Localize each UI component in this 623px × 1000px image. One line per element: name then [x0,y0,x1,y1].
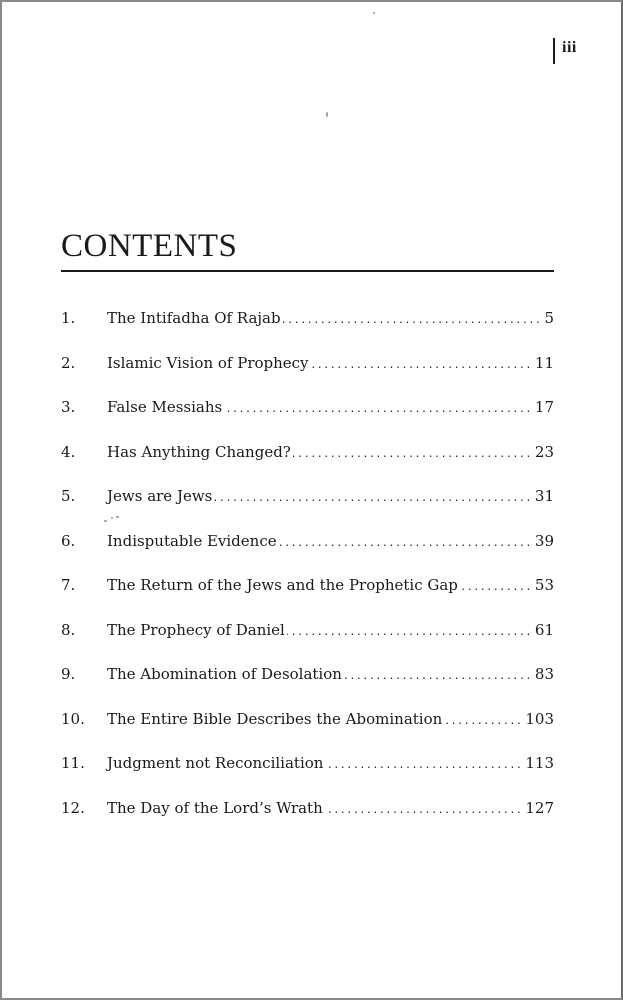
toc-entry[interactable] [61,308,554,353]
scan-speck [326,112,328,117]
dot-leader [460,578,532,598]
dot-leader [325,801,523,821]
toc-entry-page: 61 [534,620,554,639]
toc-entry-page: 127 [525,798,554,817]
toc-entry-number: 10. [61,709,85,728]
toc-entry-title: The Prophecy of Daniel [107,620,285,639]
toc-entry[interactable] [61,709,554,754]
toc-entry-body [107,798,554,821]
dot-leader [293,445,532,465]
page-title: CONTENTS [61,228,238,264]
dot-leader [444,712,522,732]
toc-entry-body [107,575,554,598]
toc-entry-title: Jews are Jews [107,487,213,505]
toc-entry-title: The Day of the Lord’s Wrath [107,798,323,817]
toc-entry-page: 11 [534,353,554,372]
toc-entry[interactable] [61,353,554,398]
toc-entry-body [107,709,554,732]
toc-entry-page: 31 [534,487,554,505]
toc-entry-page: 113 [525,754,554,772]
toc-entry-title: Judgment not Reconciliation [107,754,324,772]
toc-entry-title: The Intifadha Of Rajab [107,309,281,327]
toc-entry-number: 8. [61,620,76,639]
toc-entry-title: The Abomination of Desolation [107,665,342,683]
toc-entry-body [107,353,554,376]
toc-entry[interactable] [61,798,554,843]
dot-leader [344,667,532,687]
toc-entry[interactable] [61,486,554,531]
dot-leader [325,756,522,776]
toc-entry-number: 1. [61,309,76,327]
toc-entry-number: 6. [61,531,76,550]
scan-speck [111,517,113,519]
toc-entry-title: False Messiahs [107,398,223,416]
toc-entry-page: 17 [534,398,554,416]
dot-leader [287,623,532,643]
dot-leader [279,534,532,554]
toc-entry-title: Islamic Vision of Prophecy [107,353,309,372]
toc-entry-body [107,308,554,331]
scan-speck [373,12,375,14]
toc-entry-page: 83 [534,665,554,683]
toc-entry[interactable] [61,442,554,487]
page-number: iii [562,39,577,56]
toc-entry-number: 3. [61,398,76,416]
toc-entry[interactable] [61,620,554,665]
toc-entry-number: 11. [61,754,85,772]
toc-entry[interactable] [61,397,554,442]
toc-entry-number: 12. [61,798,85,817]
toc-entry-page: 39 [534,531,554,550]
toc-entry[interactable] [61,531,554,576]
toc-entry[interactable] [61,753,554,798]
toc-entry-title: The Entire Bible Describes the Abomination [107,709,443,728]
toc-entry[interactable] [61,664,554,709]
toc-entry-number: 2. [61,353,76,372]
toc-entry[interactable] [61,575,554,620]
toc-entry-body [107,664,554,687]
dot-leader [224,400,532,420]
toc-entry-page: 5 [544,309,554,327]
dot-leader [283,311,542,331]
toc-entry-title: Indisputable Evidence [107,531,277,550]
toc-entry-body [107,620,554,643]
toc-entry-body [107,486,554,509]
toc-entry-number: 5. [61,487,76,505]
header-rule [553,38,555,64]
toc-entry-body [107,753,554,776]
toc-entry-page: 53 [534,576,554,594]
toc-entry-page: 23 [534,442,554,461]
toc-entry-body [107,531,554,554]
toc-entry-body [107,397,554,420]
table-of-contents [61,308,554,842]
scan-speck [116,516,119,518]
toc-entry-number: 4. [61,442,76,461]
toc-entry-number: 9. [61,665,76,683]
toc-entry-title: Has Anything Changed? [107,442,291,461]
dot-leader [311,356,532,376]
title-underline [61,270,554,272]
toc-entry-page: 103 [525,709,554,728]
toc-entry-number: 7. [61,576,76,594]
dot-leader [214,489,532,509]
toc-entry-body [107,442,554,465]
toc-entry-title: The Return of the Jews and the Prophetic Gap [107,576,458,594]
scan-speck [104,520,107,522]
